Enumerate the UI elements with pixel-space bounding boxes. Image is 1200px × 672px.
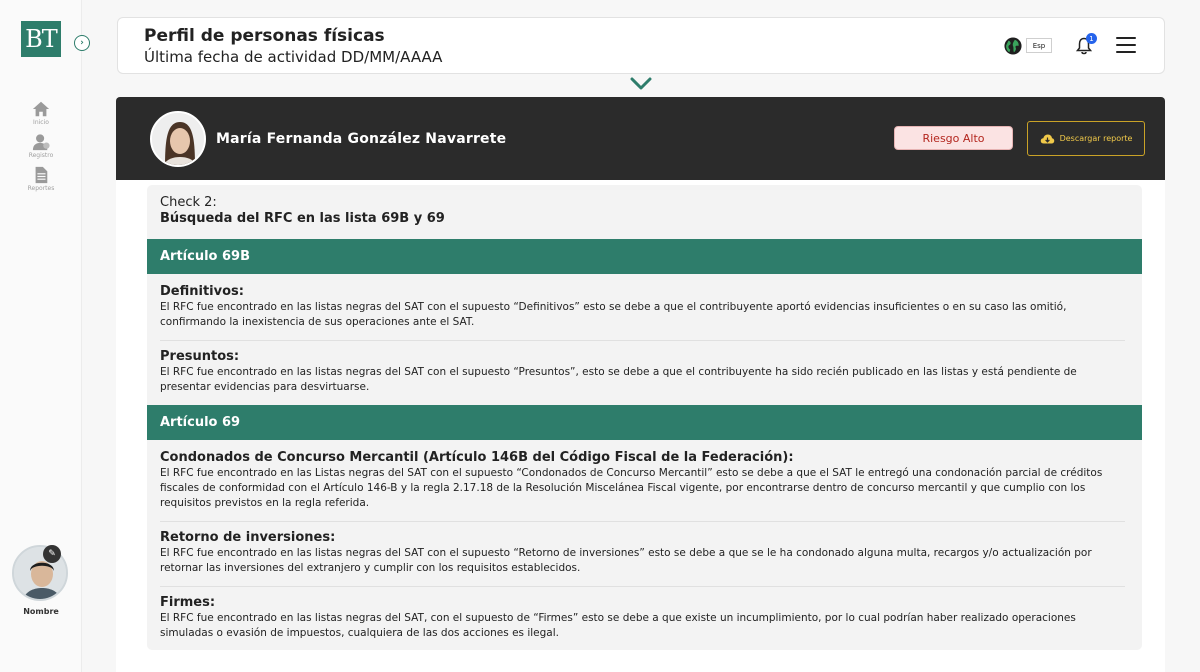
risk-badge: Riesgo Alto [894, 126, 1013, 150]
item-heading: Presuntos: [160, 349, 240, 364]
divider [160, 586, 1125, 587]
divider [160, 521, 1125, 522]
item-text: El RFC fue encontrado en las listas negras del SAT con el supuesto “Presuntos”, esto se debe a que el contribuyente ha sido recién publicado en las listas y está pendiente de presentar evidencias para desvirtuarse. [160, 366, 1077, 393]
notification-badge: 1 [1086, 33, 1097, 44]
chevron-right-icon[interactable]: › [74, 35, 90, 51]
item-heading: Condonados de Concurso Mercantil (Artículo 146B del Código Fiscal de la Federación): [160, 450, 794, 465]
section-header-articulo-69b: Artículo 69B [147, 239, 1142, 274]
item-text: El RFC fue encontrado en las listas negras del SAT, con el supuesto de “Firmes” esto se debe a que existe un incumplimiento, por lo cual podrían haber realizado operaciones simuladas o evasión de impuestos, cualquiera de las dos acciones es ilegal. [160, 612, 1076, 639]
list-item [160, 450, 1130, 511]
home-icon [32, 100, 50, 118]
item-heading: Definitivos: [160, 284, 244, 299]
item-text: El RFC fue encontrado en las Listas negras del SAT con el supuesto “Condonados de Concurso Mercantil” esto se debe a que el SAT le entregó una condonación parcial de créditos fiscales de conformidad con el Artículo 146-B y la regla 2.17.18 de la Resolución Miscelánea Fiscal vigente, por encontrarse dentro de concurso mercantil y que cumplio con los requisitos previstos en la regla referida. [160, 467, 1103, 509]
item-text: El RFC fue encontrado en las listas negras del SAT con el supuesto “Retorno de inversiones” esto se debe a que se le ha condonado alguna multa, recargos y/o actualización por retornar las inversiones del extranjero y cumplir con los requisitos establecidos. [160, 547, 1092, 574]
list-item [160, 349, 1130, 395]
profile-photo [152, 113, 206, 167]
divider [160, 340, 1125, 341]
sidebar-item-registro[interactable] [0, 133, 82, 159]
sidebar-item-label: Registro [28, 152, 54, 159]
sidebar-item-label: Inicio [33, 119, 49, 126]
sidebar-item-label: Reportes [27, 185, 55, 192]
profile-banner [116, 97, 1165, 180]
list-item [160, 595, 1130, 641]
app-logo[interactable]: BT [21, 21, 61, 57]
hamburger-menu-icon[interactable] [1116, 37, 1136, 53]
item-text: El RFC fue encontrado en las listas negras del SAT con el supuesto “Definitivos” esto se debe a que el contribuyente aportó evidencias insuficientes o en su caso las omitió, confirmando la inexistencia de sus operaciones ante el SAT. [160, 301, 1067, 328]
globe-icon[interactable] [1004, 37, 1022, 55]
sidebar-item-reportes[interactable] [0, 166, 82, 192]
item-heading: Firmes: [160, 595, 216, 610]
check-label: Check 2: [160, 195, 217, 210]
item-heading: Retorno de inversiones: [160, 530, 336, 545]
check-card [147, 185, 1142, 650]
cloud-download-icon [1040, 133, 1055, 145]
page-title: Perfil de personas físicas [144, 26, 385, 46]
check-header [160, 195, 445, 226]
user-register-icon [32, 133, 50, 151]
user-name: Nombre [23, 607, 59, 616]
page-subtitle: Última fecha de actividad DD/MM/AAAA [144, 48, 443, 66]
sidebar [0, 0, 82, 672]
main-content [116, 180, 1165, 672]
language-select[interactable]: Esp [1026, 38, 1052, 53]
chevron-down-icon[interactable] [630, 77, 652, 91]
list-item [160, 530, 1130, 576]
list-item [160, 284, 1130, 330]
download-report-button[interactable] [1027, 121, 1145, 156]
user-profile[interactable] [12, 545, 70, 616]
pencil-icon[interactable]: ✎ [43, 545, 61, 563]
sidebar-item-inicio[interactable] [0, 100, 82, 126]
profile-avatar [150, 111, 206, 167]
section-header-articulo-69: Artículo 69 [147, 405, 1142, 440]
download-report-label: Descargar reporte [1059, 134, 1133, 143]
profile-name: María Fernanda González Navarrete [216, 131, 507, 147]
document-icon [32, 166, 50, 184]
check-title: Búsqueda del RFC en las lista 69B y 69 [160, 211, 445, 226]
page-header [117, 17, 1165, 74]
